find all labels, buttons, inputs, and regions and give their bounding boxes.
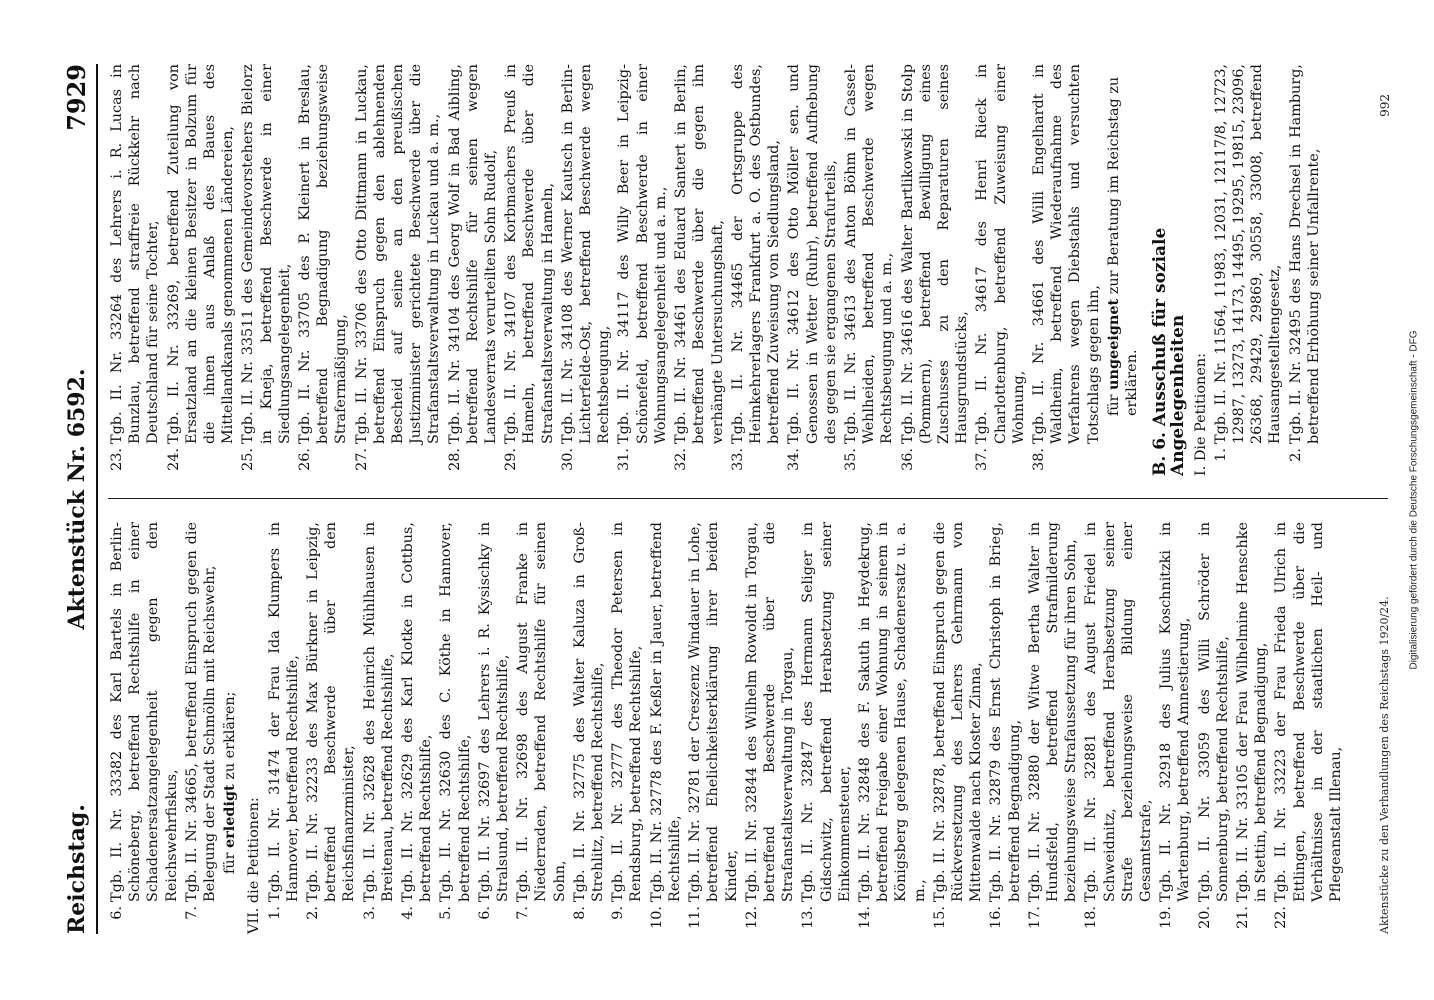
entry-text: Tgb. II. Nr. 32880 der Witwe Bertha Walter in Hundsfeld, betreffend Strafmilderung beziehungsweise Strafaussetzung für ihren Sohn,	[1026, 522, 1080, 902]
entry-number: 25.	[240, 448, 257, 471]
petition-entry	[361, 522, 397, 934]
petition-entry	[1030, 64, 1103, 476]
petition-entry	[239, 64, 294, 476]
entry-number: 38.	[1030, 448, 1047, 471]
entry-text: Tgb. II. Nr. 34613 des Anton Böhm in Cassel-Wehlheiden, betreffend Beschwerde wegen Rechtsbeugung und a. m.,	[842, 64, 896, 444]
entry-text: Tgb. II. Nr. 33705 des P. Kleinert in Breslau, betreffend Begnadigung beziehungsweise Strafermäßigung,	[297, 64, 350, 444]
entry-text: Tgb. II. Nr. 33706 des Otto Dittmann in Luckau, betreffend Einspruch gegen den ablehnenden Bescheid auf seine an den preußischen Justizminister gerichtete Beschwerde über die Strafanstaltsverwaltung in Luckau und a. m.,	[353, 64, 443, 444]
petition-entry	[1157, 522, 1193, 934]
entry-text: Tgb. II. Nr. 11564, 11983, 12031, 12117/8, 12723, 12987, 13273, 14173, 14495, 19295, 19815, 23096, 26368, 29429, 29869, 30558, 33008, betreffend Hausangestelltengesetz,	[1212, 64, 1284, 444]
entry-number: 24.	[165, 448, 182, 471]
petition-entry	[476, 522, 512, 934]
entry-text: Tgb. II. Nr. 32629 des Karl Klotke in Cottbus, betreffend Rechtshilfe,	[400, 522, 435, 902]
entry-text: Tgb. II. Nr. 32878, betreffend Einspruch gegen die Rückversetzung des Lehrers Gehrmann von Mittenwalde nach Kloster Zinna,	[931, 522, 985, 902]
entry-text: Tgb. II. Nr. 34661 des Willi Engelhardt in Waldheim, betreffend Wiederaufnahme des Verfahrens wegen Diebstahls und versuchten Totschlags gegen ihn,	[1030, 64, 1102, 444]
entry-number: 35.	[842, 448, 859, 471]
entry-text: Tgb. II. Nr. 34465 der Ortsgruppe des Heimkehrerlagers Frankfurt a. O. des Ostbundes, betreffend Zuweisung von Siedlungsland,	[729, 64, 783, 444]
petition-entry	[1272, 522, 1345, 934]
entry-text: Tgb. II. Nr. 34665, betreffend Einspruch gegen die Belegung der Stadt Schmölln mit Reichswehr,	[183, 522, 219, 902]
statement-suffix: zur Beratung im Reichstag zu erklären.	[1105, 76, 1140, 416]
entry-text: Tgb. II. Nr. 32697 des Lehrers i. R. Kysischky in Stralsund, betreffend Rechtshilfe,	[476, 522, 512, 902]
entry-text: Tgb. II. Nr. 32848 des F. Sakuth in Heydekrug, betreffend Freigabe einer Wohnung in seinem in Königsberg gelegenen Hause, Schadenersatz u. a. m.,	[856, 522, 928, 902]
entry-number: 17.	[1026, 906, 1043, 929]
petition-entry	[559, 64, 614, 476]
page-header	[60, 64, 98, 934]
header-page-number: 7929	[62, 64, 91, 131]
entry-number: 1.	[1212, 448, 1229, 462]
section-heading: I. Die Petitionen:	[1192, 353, 1209, 476]
entry-number: 7.	[515, 906, 532, 920]
petition-entry	[729, 64, 784, 476]
statement-prefix: für	[1105, 394, 1122, 416]
section-heading: VII. die Petitionen:	[246, 797, 263, 934]
entry-text: Tgb. II. Nr. 34461 des Eduard Santert in Berlin, betreffend Beschwerde über die gegen ihn verhängte Untersuchungshaft,	[673, 64, 726, 444]
entry-text: Tgb. II. Nr. 34616 des Walter Bartlikowski in Stolp (Pommern), betreffend Bewilligung eines Zuschusses zu den Reparaturen seines Hausgrundstücks,	[899, 64, 971, 444]
section-heading: B. 6. Ausschuß für soziale Angelegenheiten	[1150, 227, 1189, 476]
petition-entry	[514, 522, 569, 934]
petition-entry	[108, 522, 181, 934]
petition-entry	[672, 64, 727, 476]
entry-text: Tgb. II. Nr. 32775 des Walter Kaluza in Groß-Strehlitz, betreffend Rechtshilfe,	[571, 522, 607, 902]
entry-text: Tgb. II. Nr. 32777 des Theodor Petersen in Rendsburg, betreffend Rechtshilfe,	[610, 522, 645, 902]
entry-text: Tgb. II. Nr. 33382 des Karl Bartels in Berlin-Schöneberg, betreffend Rechtshilfe in einer Schadenersatzangelegenheit gegen den Reichswehrfiskus,	[109, 522, 180, 902]
petition-entry	[502, 64, 557, 476]
entry-number: 18.	[1083, 906, 1100, 929]
entry-number: 28.	[446, 448, 463, 471]
petition-entry	[609, 522, 645, 934]
petition-entry	[183, 522, 219, 934]
entry-text: Tgb. II. Nr. 34104 des Georg Wolf in Bad Aibling, betreffend Rechtshilfe für seinen wegen Landesverrats verurteilten Sohn Rudolf,	[446, 64, 500, 444]
statement-bold: ungeeignet	[1104, 298, 1122, 390]
entry-number: 31.	[616, 448, 633, 471]
entry-number: 12.	[743, 906, 760, 929]
entry-text: Tgb. II. Nr. 34117 des Willy Beer in Leipzig-Schönefeld, betreffend Beschwerde in einer Wohnungsangelegenheit und a. m.,	[616, 64, 669, 444]
petition-entry	[1082, 522, 1155, 934]
column-divider	[108, 498, 1388, 499]
entry-number: 32.	[673, 448, 690, 471]
petition-entry	[973, 64, 1028, 476]
entry-number: 37.	[974, 448, 991, 471]
entry-text: Tgb. II. Nr. 31474 der Frau Ida Klumpers in Hannover, betreffend Rechtshilfe,	[266, 522, 301, 902]
right-column	[108, 64, 1325, 476]
entry-text: Tgb. II. Nr. 32495 des Hans Drechsel in Hamburg, betreffend Erhöhung seiner Unfallrente,	[1287, 64, 1322, 444]
header-title: Aktenstück Nr. 6592.	[64, 368, 90, 630]
petition-entry	[686, 522, 741, 934]
petition-entry	[899, 64, 972, 476]
entry-number: 3.	[361, 906, 378, 920]
entry-number: 33.	[729, 448, 746, 471]
entry-text: Tgb. II. Nr. 32628 des Heinrich Mühlhausen in Breitenau, betreffend Rechtshilfe,	[361, 522, 396, 902]
entry-number: 5.	[438, 906, 455, 920]
entry-text: Tgb. II. Nr. 33223 der Frau Frieda Ulrich in Ettlingen, betreffend Beschwerde über die Verhältnisse in der staatlichen Heil- und Pflegeanstalt Illenau,	[1273, 522, 1344, 902]
petition-entry	[266, 522, 302, 934]
entry-text: Tgb. II. Nr. 32879 des Ernst Christoph in Brieg, betreffend Begnadigung,	[988, 522, 1023, 902]
entry-number: 10.	[648, 906, 665, 929]
entry-number: 4.	[400, 906, 417, 920]
entry-number: 34.	[786, 448, 803, 471]
petition-entry	[648, 522, 684, 934]
petition-entry	[842, 64, 897, 476]
entry-text: Tgb. II. Nr. 34617 des Henri Rieck in Charlottenburg, betreffend Zuweisung einer Wohnung,	[974, 64, 1027, 444]
petition-entry	[799, 522, 854, 934]
petition-entry	[399, 522, 435, 934]
entry-number: 1.	[266, 906, 283, 920]
entry-text: Tgb. II. Nr. 33059 des Willi Schröder in Sonnenburg, betreffend Rechtshilfe,	[1196, 522, 1231, 902]
entry-number: 27.	[353, 448, 370, 471]
entry-number: 9.	[610, 906, 627, 920]
petition-entry	[446, 64, 501, 476]
petition-entry	[108, 64, 163, 476]
entry-number: 20.	[1196, 906, 1213, 929]
entry-number: 19.	[1158, 906, 1175, 929]
entry-text: Tgb. II. Nr. 32630 des C. Köthe in Hannover, betreffend Rechtshilfe,	[438, 522, 473, 902]
entry-number: 21.	[1234, 906, 1251, 929]
resolution-statement	[1105, 64, 1141, 476]
entry-number: 8.	[571, 906, 588, 920]
statement-prefix: für	[222, 852, 239, 874]
entry-number: 36.	[899, 448, 916, 471]
entry-text: Tgb. II. Nr. 32844 des Wilhelm Rowoldt in Torgau, betreffend Beschwerde über die Strafanstaltsverwaltung in Torgau,	[743, 522, 797, 902]
entry-number: 11.	[687, 906, 704, 929]
entry-number: 7.	[183, 906, 200, 920]
entry-number: 16.	[988, 906, 1005, 929]
entry-number: 23.	[109, 448, 125, 471]
petition-entry	[931, 522, 986, 934]
footer-page-number: 992	[1378, 94, 1392, 117]
entry-text: Tgb. II. Nr. 32698 des August Franke in Niederraden, betreffend Rechtshilfe für seinen Sohn,	[515, 522, 568, 902]
petition-entry	[1287, 64, 1323, 476]
entry-text: Tgb. II. Nr. 33269, betreffend Zuteilung von Ersatzland an die kleinen Besitzer in Bolzum für die ihnen aus Anlaß des Baues des Mittellandkanals genommenen Ländereien,	[165, 64, 237, 444]
entry-number: 30.	[559, 448, 576, 471]
petition-entry	[1234, 522, 1270, 934]
petition-entry	[856, 522, 929, 934]
entry-number: 6.	[109, 906, 125, 920]
entry-number: 22.	[1273, 906, 1290, 929]
resolution-statement	[221, 522, 239, 934]
entry-text: Tgb. II. Nr. 33105 der Frau Wilhelmine Henschke in Stettin, betreffend Begnadigung,	[1234, 522, 1270, 902]
petition-entry	[1212, 64, 1285, 476]
entry-text: Tgb. II. Nr. 32918 des Julius Koschnitzki in Wartenburg, betreffend Amnestierung,	[1158, 522, 1193, 902]
entry-text: Tgb. II. Nr. 34612 des Otto Möller sen. und Genossen in Wetter (Ruhr), betreffend Aufhebung des gegen sie ergangenen Strafurteils,	[786, 64, 839, 444]
petition-entry	[571, 522, 607, 934]
entry-text: Tgb. II. Nr. 32847 des Hermann Seliger in Gidschwitz, betreffend Herabsetzung seiner Einkommensteuer,	[800, 522, 853, 902]
petition-entry	[165, 64, 238, 476]
footnote: Aktenstücke zu den Verhandlungen des Reichstags 1920/24.	[1378, 596, 1391, 934]
entry-number: 2.	[1287, 448, 1304, 462]
entry-number: 13.	[800, 906, 817, 929]
entry-text: Tgb. II. Nr. 32781 der Creszenz Windauer in Lohe, betreffend Ehelichkeitserklärung ihrer beiden Kinder,	[687, 522, 740, 902]
petition-entry	[1026, 522, 1081, 934]
petition-entry	[304, 522, 359, 934]
entry-text: Tgb. II. Nr. 34108 des Werner Kautsch in Berlin-Lichterfelde-Ost, betreffend Beschwerde wegen Rechtsbeugung,	[559, 64, 613, 444]
entry-text: Tgb. II. Nr. 34107 des Korbmachers Preuß in Hameln, betreffend Beschwerde über die Strafanstaltsverwaltung in Hameln,	[503, 64, 556, 444]
entry-number: 2.	[305, 906, 322, 920]
entry-text: Tgb. II. Nr. 32233 des Max Bürkner in Leipzig, betreffend Beschwerde über den Reichsfinanzminister,	[305, 522, 358, 902]
header-left: Reichstag.	[64, 804, 90, 934]
petition-entry	[743, 522, 798, 934]
petition-entry	[353, 64, 444, 476]
margin-note-text: Digitalisierung gefördert durch die Deutsche Forschungsgemeinschaft - DFG	[1408, 330, 1420, 670]
petition-entry	[987, 522, 1023, 934]
entry-number: 29.	[503, 448, 520, 471]
entry-text: Tgb. II. Nr. 33511 des Gemeindevorstehers Bielorz in Kneja, betreffend Beschwerde in einer Siedlungsangelegenheit,	[240, 64, 293, 444]
petition-entry	[296, 64, 351, 476]
entry-text: Tgb. II. Nr. 32881 des August Friedel in Schweidnitz, betreffend Herabsetzung seiner Strafe beziehungsweise Bildung einer Gesamtstrafe,	[1083, 522, 1154, 902]
entry-number: 14.	[856, 906, 873, 929]
statement-suffix: zu erklären;	[222, 691, 239, 780]
entry-number: 26.	[297, 448, 314, 471]
entry-number: 6.	[476, 906, 493, 920]
petition-entry	[1196, 522, 1232, 934]
petition-entry	[437, 522, 473, 934]
entry-number: 15.	[931, 906, 948, 929]
petition-entry	[615, 64, 670, 476]
document-page	[60, 64, 1400, 934]
petition-entry	[785, 64, 840, 476]
entry-text: Tgb. II. Nr. 33264 des Lehrers i. R. Lucas in Bunzlau, betreffend straffreie Rückkehr nach Deutschland für seine Tochter,	[109, 64, 162, 444]
left-column	[108, 522, 1347, 934]
entry-text: Tgb. II. Nr. 32778 des F. Keßler in Jauer, betreffend Rechtshilfe,	[648, 522, 683, 902]
statement-bold: erledigt	[221, 784, 239, 848]
